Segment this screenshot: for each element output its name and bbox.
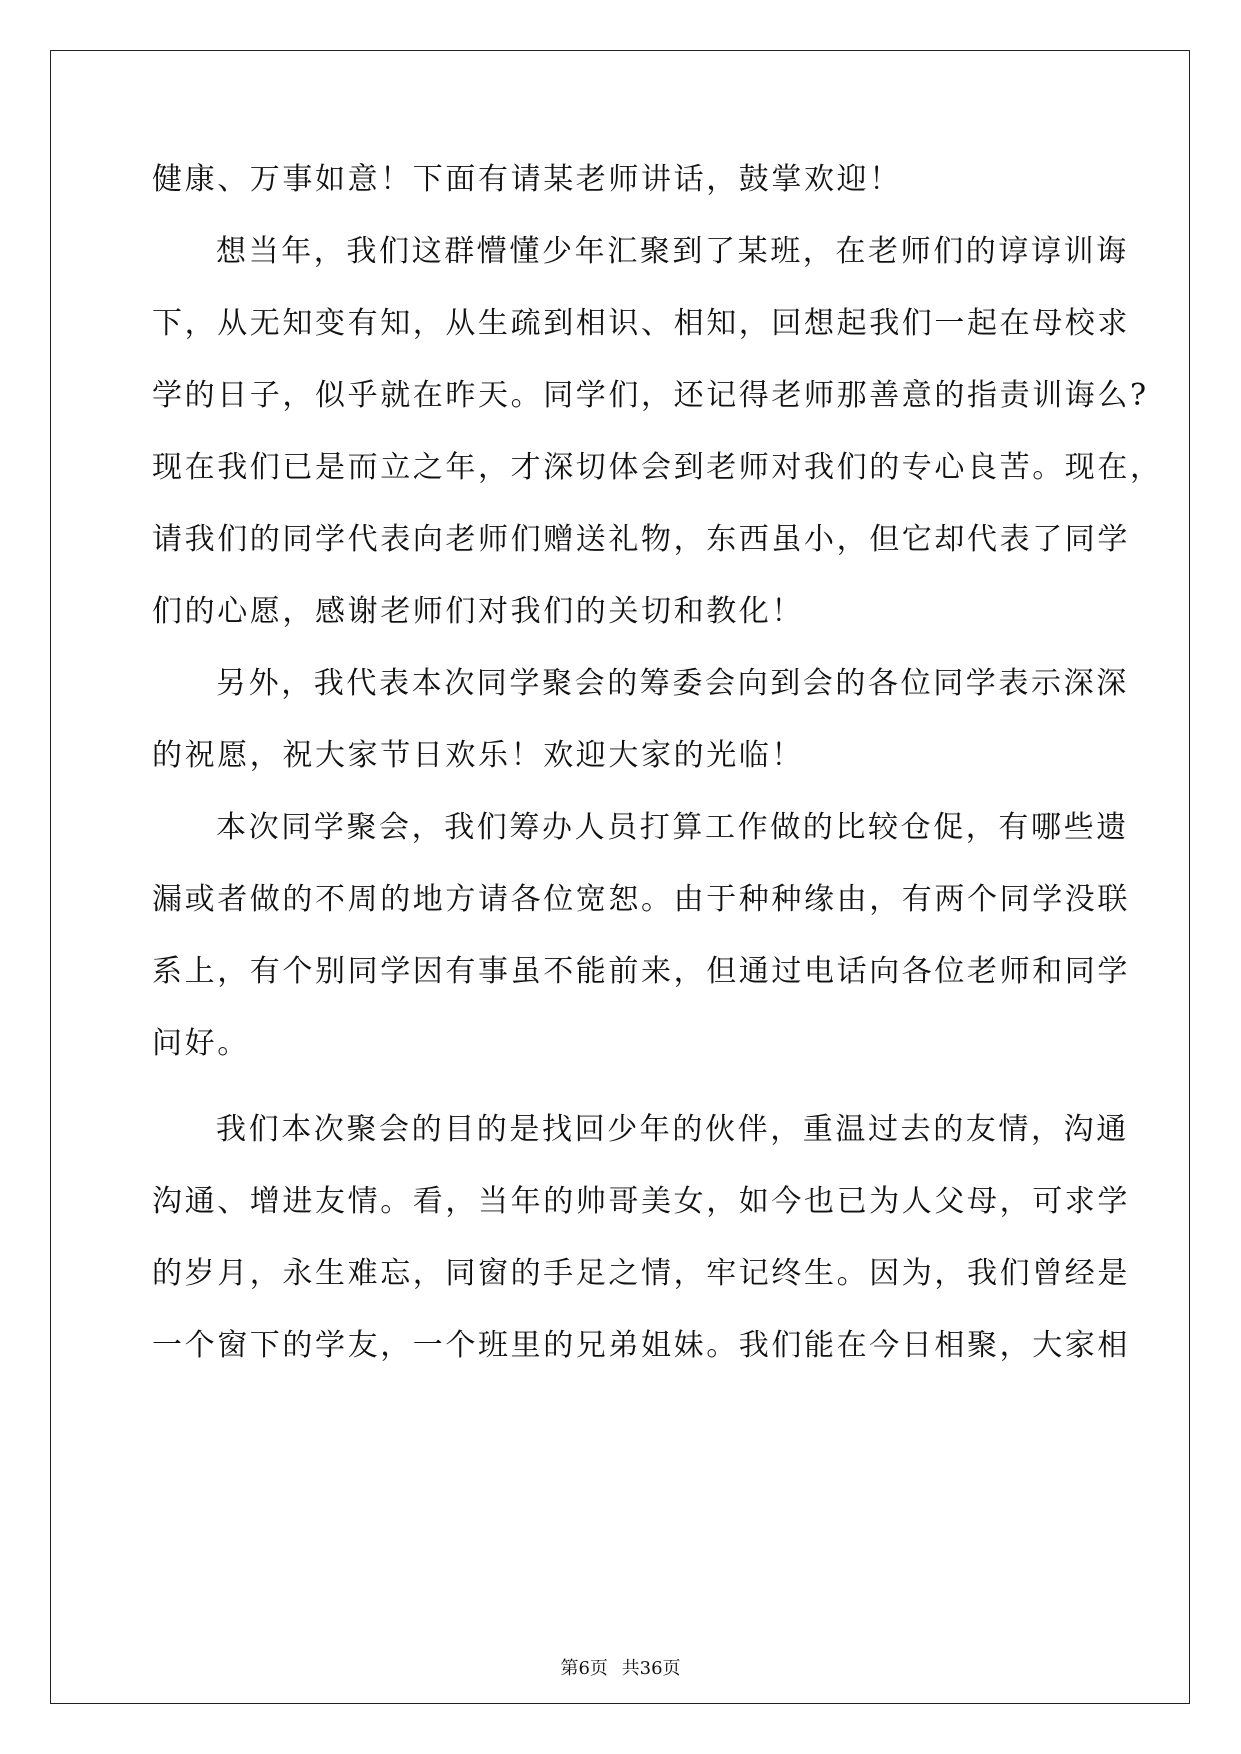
text-line: 问好。: [152, 1026, 250, 1061]
paragraph-start-line: 本次同学聚会，我们筹办人员打算工作做的比较仓促，有哪些遗: [216, 810, 1129, 845]
text-line: 下，从无知变有知，从生疏到相识、相知，回想起我们一起在母校求: [152, 306, 1130, 341]
page-footer: [0, 1654, 1241, 1680]
text-line: 一个窗下的学友，一个班里的兄弟姐妹。我们能在今日相聚，大家相: [152, 1328, 1130, 1363]
text-line: 请我们的同学代表向老师们赠送礼物，东西虽小，但它却代表了同学: [152, 522, 1130, 557]
paragraph-start-line: 另外，我代表本次同学聚会的筹委会向到会的各位同学表示深深: [216, 666, 1129, 701]
text-line: 沟通、增进友情。看，当年的帅哥美女，如今也已为人父母，可求学: [152, 1184, 1130, 1219]
text-line: 健康、万事如意！下面有请某老师讲话，鼓掌欢迎！: [152, 162, 902, 197]
text-line: 的岁月，永生难忘，同窗的手足之情，牢记终生。因为，我们曾经是: [152, 1256, 1130, 1291]
text-line: 的祝愿，祝大家节日欢乐！欢迎大家的光临！: [152, 738, 804, 773]
text-line: 漏或者做的不周的地方请各位宽恕。由于种种缘由，有两个同学没联: [152, 882, 1130, 917]
text-line: 系上，有个别同学因有事虽不能前来，但通过电话向各位老师和同学: [152, 954, 1130, 989]
text-line: 们的心愿，感谢老师们对我们的关切和教化！: [152, 594, 804, 629]
page-border: [50, 50, 1190, 1704]
text-line: 现在我们已是而立之年，才深切体会到老师对我们的专心良苦。现在，: [152, 450, 1163, 485]
paragraph-start-line: 想当年，我们这群懵懂少年汇聚到了某班，在老师们的谆谆训诲: [216, 234, 1129, 269]
paragraph-start-line: 我们本次聚会的目的是找回少年的伙伴，重温过去的友情，沟通: [216, 1112, 1129, 1147]
page-total: 共36页: [621, 1658, 681, 1679]
page-number: 第6页: [560, 1658, 608, 1679]
text-line: 学的日子，似乎就在昨天。同学们，还记得老师那善意的指责训诲么?: [152, 378, 1149, 413]
